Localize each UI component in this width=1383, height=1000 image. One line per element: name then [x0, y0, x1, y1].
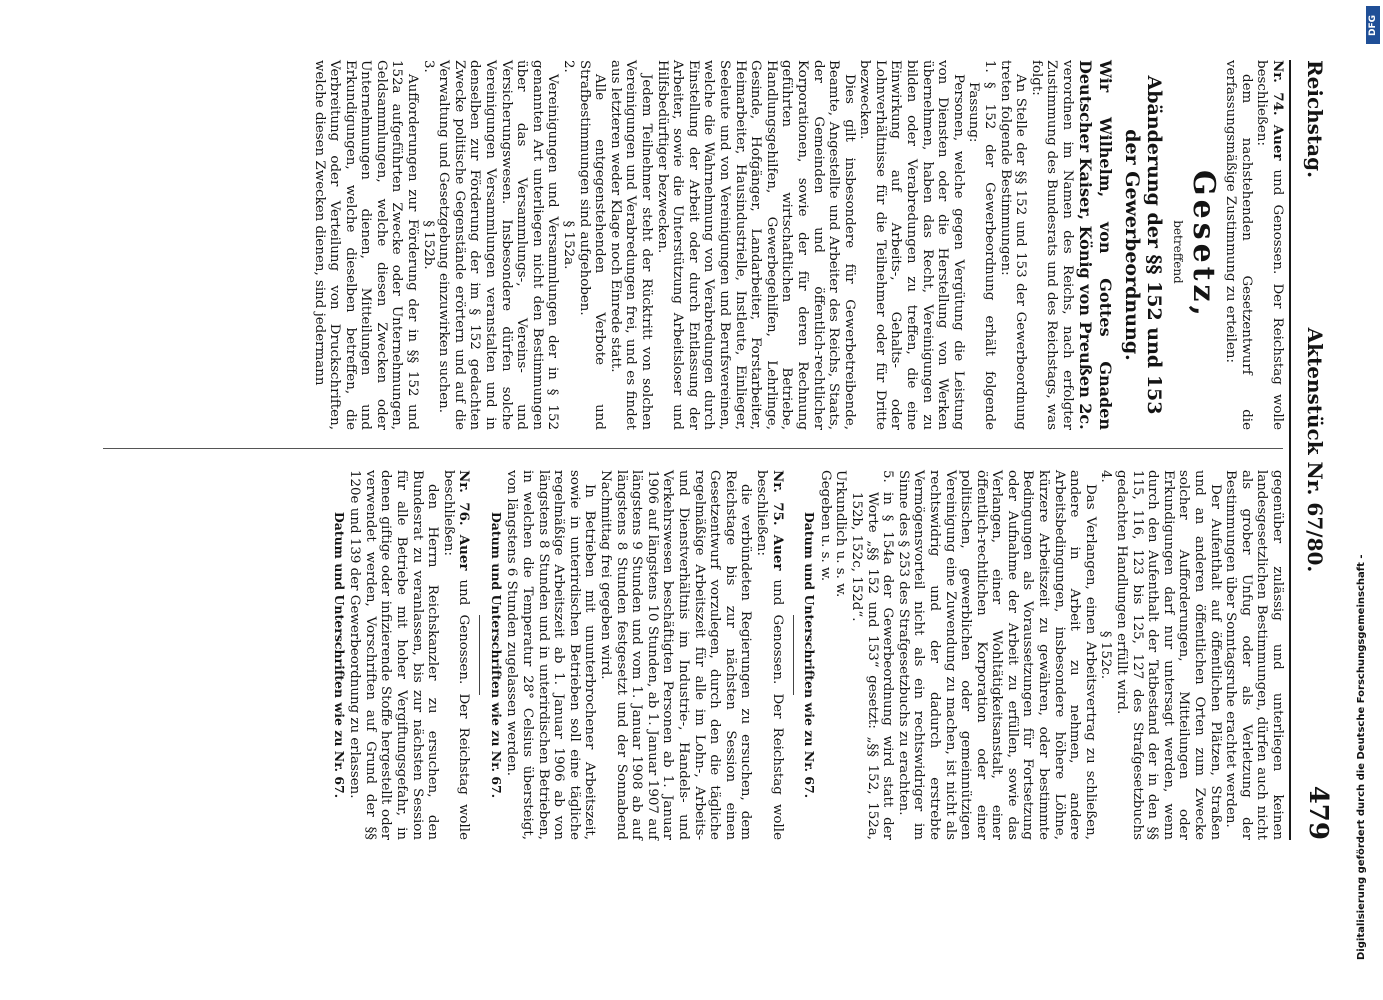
betreffend: betreffend: [1170, 220, 1185, 284]
dfg-logo: DFG: [1366, 6, 1380, 44]
nr75-intro: und Genossen. Der Reichstag wolle beschließen:: [754, 470, 785, 840]
para-152c: Das Verlangen, einen Arbeitsvertrag zu schließen, andere in Arbeit zu nehmen, andere Arbeitsbedingungen, insbesondere höhere Löhne, kürzere Arbeitszeit zu gewähren, oder bestimmte Bedingungen als Voraussetzungen für Fortsetzung oder Aufnahme der Arbeit zu erfüllen, sowie das Verlangen, einer Wohltätigkeitsanstalt, einer öffentlich-rechtlichen Korporation oder einer politischen, gewerblichen oder gemeinnützigen Vereinigung eine Zuwendung zu machen, ist nicht als rechtswidrig und der dadurch erstrebte Vermögensvorteil nicht als ein rechtswidriger im Sinne des § 253 des Strafgesetzbuchs zu erachten.: [895, 470, 1098, 840]
header-rule: [1289, 60, 1291, 840]
separator-2: [479, 615, 480, 695]
section-152c: § 152c.: [1098, 630, 1114, 680]
section-152a: § 152a.: [561, 220, 577, 270]
para-152b: Aufforderungen zur Förderung der in §§ 152 und 152a aufgeführten Zwecke oder Unternehmungen, Geldsammlungen, welche diesen Zwecken oder Unternehmungen dienen, Mitteilungen und Erkundigungen, welche dieselben betreffen, die Verbreitung oder Verteilung von Druckschriften, welche diesen Zwecken dienen, sind jedermann: [311, 60, 421, 430]
item-1-text: § 152 der Gewerbeordnung erhält folgende Fassung:: [966, 82, 998, 430]
item-2-number: 2.: [561, 60, 577, 73]
nr76-intro: und Genossen. Der Reichstag wolle beschließen:: [440, 470, 472, 840]
nr74-label: Nr. 74.: [1270, 60, 1286, 116]
gegeben: Gegeben u. s. w.: [817, 470, 833, 582]
law-subject: Abänderung der §§ 152 und 153 der Gewerbeordnung.: [1121, 75, 1166, 415]
header-left: Reichstag.: [1303, 60, 1327, 179]
signature-line-3: Datum und Unterschriften wie zu Nr. 67.: [331, 511, 347, 799]
section-152b: § 152b.: [420, 220, 436, 270]
para-aufenthalt: Der Aufenthalt auf öffentlichen Plätzen, Straßen und an anderen öffentlichen Orten zum Zwecke solcher Aufforderungen, Mitteilungen oder Erkundigungen darf nur untersagt werden, wenn durch den Aufenthalt der Tatbestand der in den §§ 115, 116, 123 bis 125, 127 des Strafgesetzbuchs gedachten Handlungen erfüllt wird.: [1114, 470, 1223, 840]
para-jedem: Jedem Teilnehmer steht der Rücktritt von solchen Vereinigungen und Verabredungen frei, und es findet aus letzteren weder Klage noch Einrede statt.: [607, 60, 654, 430]
item-1-number: 1.: [982, 60, 998, 73]
nr75-label: Nr. 75.: [769, 470, 786, 526]
nr74-text: dem nachstehenden Gesetzentwurf die verfassungsmäßige Zustimmung zu erteilen:: [1223, 60, 1254, 430]
item-3-number: 3.: [420, 60, 436, 73]
item-5: [848, 470, 895, 840]
digitization-note: Digitalisierung gefördert durch die Deutsche Forschungsgemeinschaft -: [1356, 554, 1367, 960]
nr76-author: Auer: [456, 534, 473, 571]
signature-line-1: Datum und Unterschriften wie zu Nr. 67.: [802, 511, 818, 799]
wir-line: Wir Wilhelm, von Gottes Gnaden Deutscher Kaiser, König von Preußen 2c.: [1076, 60, 1116, 430]
item-5-number: 5.: [880, 470, 896, 483]
para-nr76: den Herrn Reichskanzler zu ersuchen, den Bundesrat zu veranlassen, bis zur nächsten Session für alle Betriebe mit hoher Vergiftungsgefahr, in denen giftige oder infizierende Stoffe hergestellt oder verwendet werden, Vorschriften auf Grund der §§ 120e und 139 der Gewerbeordnung zu erlassen.: [347, 470, 441, 840]
nr74-author: Auer: [1270, 124, 1286, 161]
right-column: [331, 470, 1285, 840]
page-number: 479: [1303, 785, 1333, 840]
signature-line-2: Datum und Unterschriften wie zu Nr. 67.: [488, 511, 504, 799]
nr75-heading: [753, 470, 784, 840]
nr75-author: Auer: [769, 534, 786, 571]
separator-1: [793, 615, 794, 695]
item-1: [966, 60, 997, 430]
para-alle: Alle entgegenstehenden Verbote und Strafbestimmungen sind aufgehoben.: [576, 60, 608, 430]
nr76-heading: [440, 470, 471, 840]
nr74-heading: [1254, 60, 1285, 430]
left-column: [311, 60, 1285, 430]
gesetz-title: Gesetz,: [1185, 169, 1221, 321]
para-personen: Personen, welche gegen Vergütung die Leistung von Diensten oder die Herstellung von Werken übernehmen, haben das Recht, Vereinigungen zu bilden oder Verabredungen zu treffen, die eine Einwirkung auf Arbeits-, Gehalts- oder Lohnverhältnisse für die Teilnehmer oder für Dritte bezwecken.: [857, 60, 966, 430]
page-header: [1293, 60, 1333, 840]
para-nr75-b: In Betrieben mit ununterbrochener Arbeitszeit, sowie in unterirdischen Betrieben soll eine tägliche regelmäßige Arbeitszeit ab 1. Januar 1906 ab von längstens 8 Stunden und in unterirdischen Betrieben, in welchen die Temperatur 28° Celsius übersteigt, von längstens 6 Stunden zugelassen werden.: [504, 470, 598, 840]
urkundlich: Urkundlich u. s. w.: [833, 470, 849, 598]
nr76-label: Nr. 76.: [456, 470, 473, 526]
column-divider: [103, 448, 1283, 449]
an-stelle: An Stelle der §§ 152 und 153 der Gewerbeordnung treten folgende Bestimmungen:: [997, 60, 1029, 430]
nr74-intro: und Genossen. Der Reichstag wolle beschließen:: [1254, 60, 1285, 430]
header-center: Aktenstück Nr. 67/80.: [1303, 327, 1327, 573]
para-nr75: die verbündeten Regierungen zu ersuchen, dem Reichstage bis zur nächsten Session einen Gesetzentwurf vorzulegen, durch den die tägliche regelmäßige Arbeitszeit für alle im Lohn-, Arbeits- und Dienstverhältnis im Industrie-, Handels- und Verkehrswesen beschäftigten Personen ab 1. Januar 1906 auf längstens 10 Stunden, ab 1. Januar 1907 auf längstens 9 Stunden und vom 1. Januar 1908 ab auf längstens 8 Stunden festgesetzt und der Sonnabend Nachmittag frei gegeben wird.: [598, 470, 754, 840]
verordnen: verordnen im Namen des Reichs, nach erfolgter Zustimmung des Bundesrats und des Reichstags, was folgt:: [1028, 60, 1076, 430]
para-152a: Vereinigungen und Versammlungen der in § 152 genannten Art unterliegen nicht den Bestimmungen über das Versammlungs-, Vereins- und Versicherungswesen. Insbesondere dürfen solche Vereinigungen Versammlungen veranstalten und in denselben zur Förderung der im § 152 gedachten Zwecke politische Gegenstände erörtern und auf die Verwaltung und Gesetzgebung einzuwirken suchen.: [436, 60, 561, 430]
item-4-number: 4.: [1098, 470, 1114, 483]
item-5-text: in § 154a der Gewerbeordnung wird statt der Worte „§§ 152 und 153“ gesetzt: „§§ 152, 152a, 152b, 152c, 152d“.: [848, 492, 896, 840]
para-dies: Dies gilt insbesondere für Gewerbetreibende, Beamte, Angestellte und Arbeiter des Reichs, Staats, der Gemeinden und öffentlich-rechtlicher Korporationen, sowie der für deren Rechnung geführten wirtschaftlichen Betriebe, Handlungsgehilfen, Gewerbegehilfen, Lehrlinge, Gesinde, Hofgänger, Landarbeiter, Forstarbeiter, Heimarbeiter, Hausindustrielle, Instleute, Einlieger, Seeleute und von Vereinigungen und Berufsvereinen, welche die Wahrnehmung von Verabredungen durch Einstellung der Arbeit oder durch Entlassung der Arbeiter, sowie die Unterstützung Arbeitsloser und Hilfsbedürftiger bezwecken.: [654, 60, 857, 430]
para-continuation: gegenüber zulässig und unterliegen keinen landesgesetzlichen Bestimmungen, dürfen auch nicht als grober Unfug oder als Verletzung der Bestimmungen über Sonntagsruhe erachtet werden.: [1223, 470, 1285, 840]
